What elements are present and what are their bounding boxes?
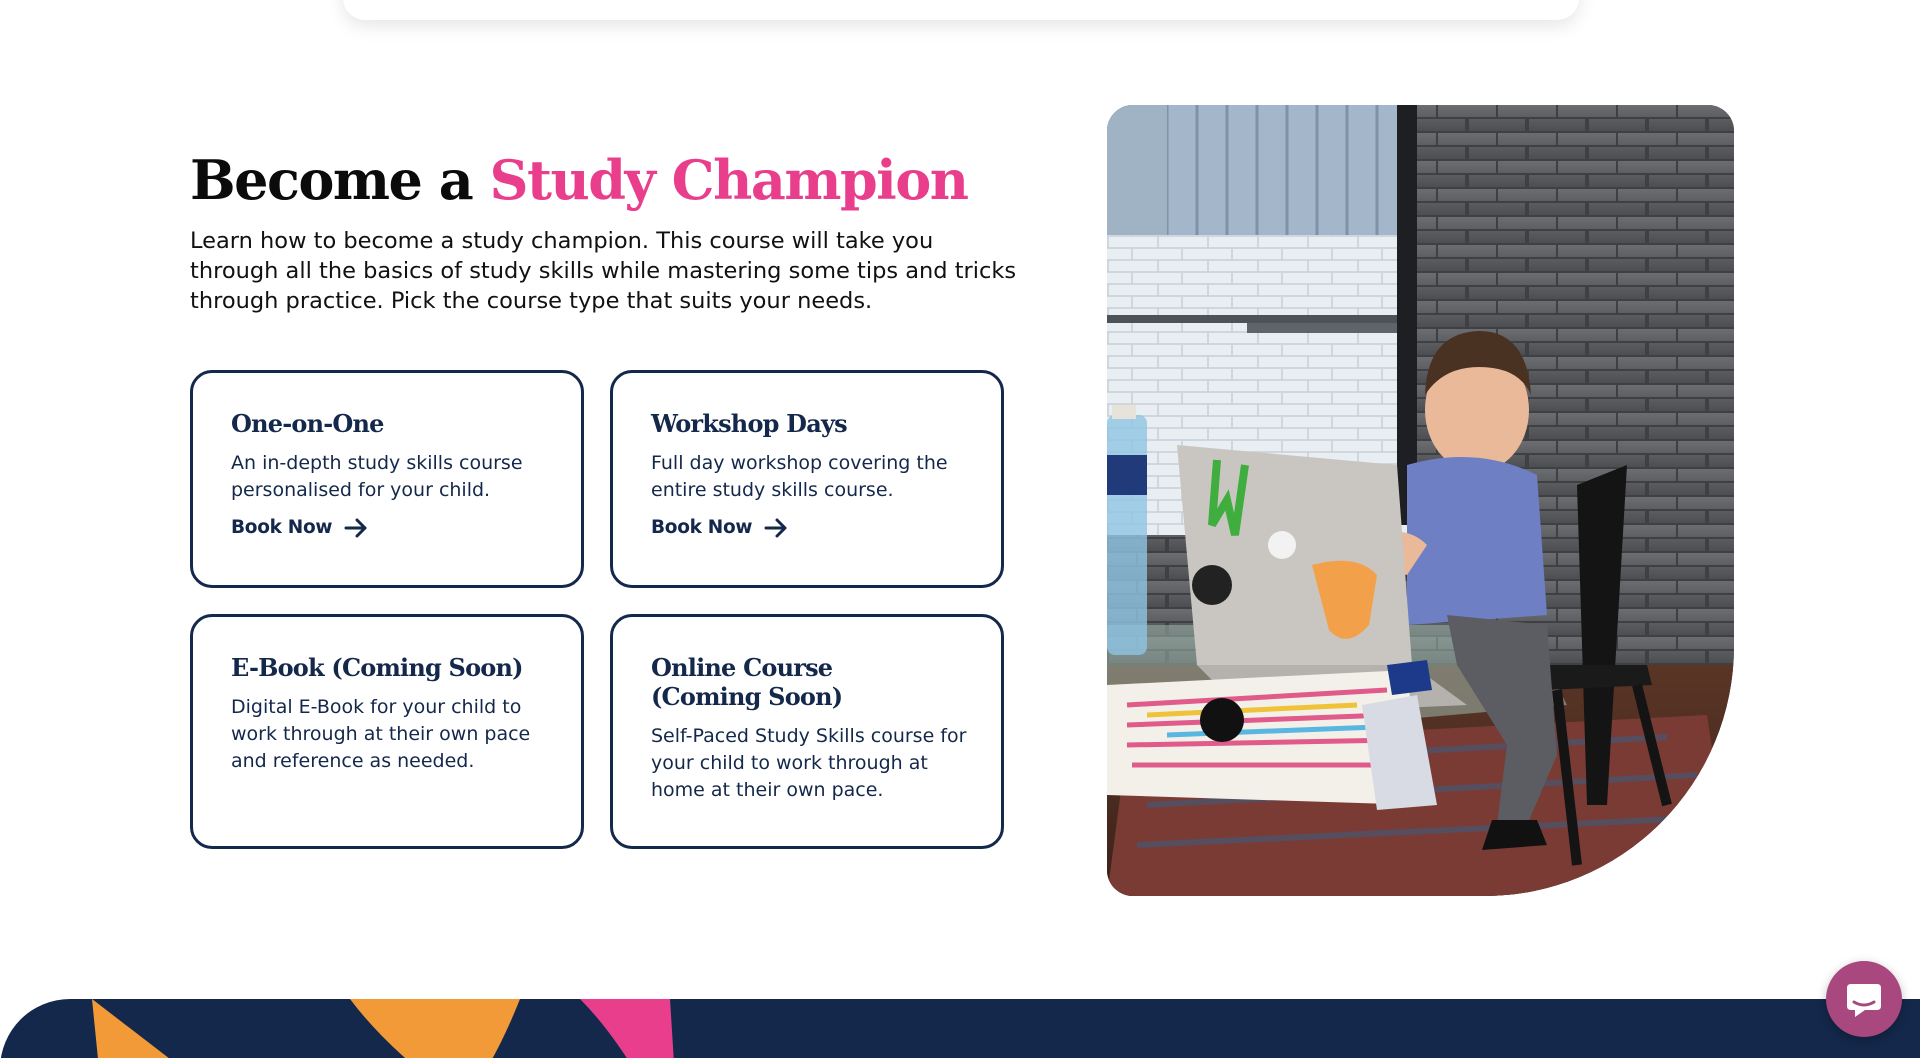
book-now-label: Book Now [651,517,753,538]
course-card-workshop-days [610,370,1004,588]
heading-plain: Become a [190,148,473,212]
card-description: An in-depth study skills course personalised for your child. [231,452,523,501]
heading-accent: Study Champion [489,148,968,212]
course-card-online-course [610,614,1004,849]
arrow-right-icon [344,518,368,538]
chat-bubble-icon [1843,978,1885,1020]
arrow-right-icon [764,518,788,538]
student-photo [1107,105,1734,896]
decorative-shapes [0,999,1920,1058]
card-description: Self-Paced Study Skills course for your child to work through at home at their own pace. [651,725,967,801]
card-description: Digital E-Book for your child to work through at their own pace and reference as needed. [231,696,531,772]
book-now-label: Book Now [231,517,333,538]
section-intro: Learn how to become a study champion. This course will take you through all the basics of study skills while mastering some tips and tricks through practice. Pick the course type that suits your needs. [190,228,1017,314]
chat-button[interactable] [1826,961,1902,1037]
book-now-link[interactable] [651,517,1001,538]
course-card-one-on-one [190,370,584,588]
card-title: Workshop Days [651,409,847,438]
card-title: E-Book (Coming Soon) [231,653,523,682]
card-title: Online Course (Coming Soon) [651,653,843,711]
card-description: Full day workshop covering the entire study skills course. [651,452,948,501]
top-card-bottom-edge [343,0,1579,20]
course-card-ebook [190,614,584,849]
section-heading [190,148,968,212]
student-at-laptop-illustration [1107,105,1734,896]
card-title: One-on-One [231,409,384,438]
footer-band [0,999,1920,1058]
book-now-link[interactable] [231,517,581,538]
